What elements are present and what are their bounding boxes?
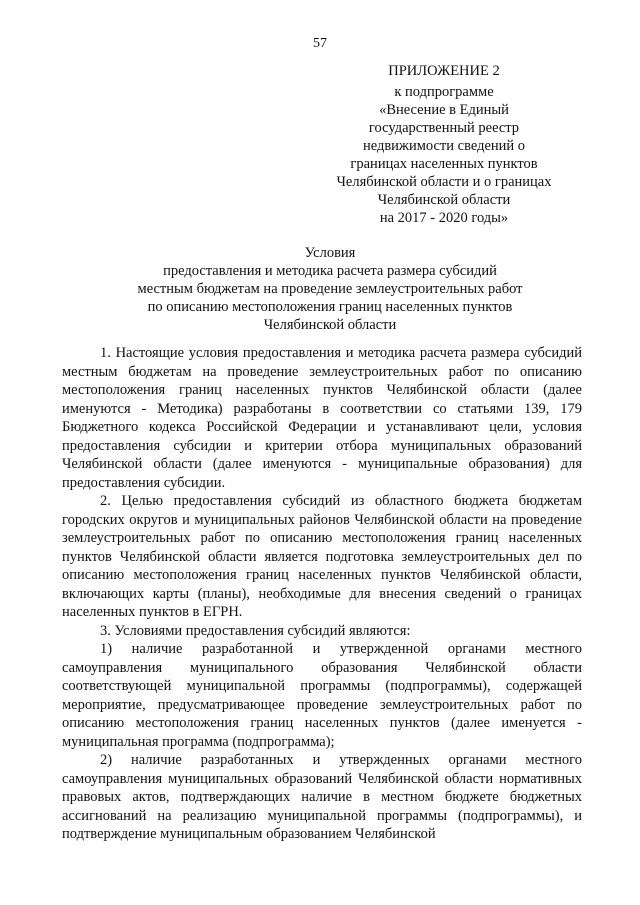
appendix-line: Челябинской области	[377, 192, 511, 208]
paragraph: 2) наличие разработанных и утвержденных органами местного самоуправления муниципальных образований Челябинской области нормативных правовых актов, подтверждающих наличие в местном бюджете бюджетных ассигнований на реализацию муниципальной программы (подпрограммы), и подтверждение муниципальным образованием Челябинской	[62, 752, 582, 842]
heading-line: местным бюджетам на проведение землеустроительных работ	[137, 281, 523, 297]
appendix-line: границах населенных пунктов	[350, 156, 538, 172]
appendix-line: на 2017 - 2020 годы»	[379, 210, 509, 226]
appendix-title: ПРИЛОЖЕНИЕ 2	[388, 63, 500, 79]
appendix-block	[326, 62, 562, 227]
document-body	[62, 344, 582, 844]
heading-line: Условия	[304, 245, 356, 261]
appendix-line: Челябинской области и о границах	[336, 174, 552, 190]
page-number: 57	[313, 36, 327, 51]
appendix-line: государственный реестр	[368, 120, 520, 136]
paragraph: 1. Настоящие условия предоставления и методика расчета размера субсидий местным бюджетам на проведение землеустроительных работ по описанию местоположения границ населенных пунктов Челябинской области (далее именуются - Методика) разработаны в соответствии со статьями 139, 179 Бюджетного кодекса Российской Федерации и устанавливают цели, условия предоставления субсидии и критерии отбора муниципальных образований Челябинской области (далее именуются - муниципальные образования) для предоставления субсидии.	[62, 345, 582, 491]
appendix-line: «Внесение в Единый	[379, 102, 509, 118]
paragraph: 1) наличие разработанной и утвержденной органами местного самоуправления муниципального образования Челябинской области соответствующей муниципальной программы (подпрограммы), содержащей мероприятие, предусматривающее проведение землеустроительных работ по описанию местоположения границ населенных пунктов (далее именуется - муниципальная программа (подпрограмма);	[62, 641, 582, 750]
appendix-line: недвижимости сведений о	[362, 138, 526, 154]
heading-line: по описанию местоположения границ населенных пунктов	[147, 299, 513, 315]
heading-line: предоставления и методика расчета размера субсидий	[163, 263, 497, 279]
paragraph: 2. Целью предоставления субсидий из областного бюджета бюджетам городских округов и муниципальных районов Челябинской области на проведение землеустроительных работ по описанию местоположения границ населенных пунктов Челябинской области является подготовка землеустроительных дел по описанию местоположения границ населенных пунктов Челябинской области, включающих карты (планы), необходимые для внесения сведений о границах населенных пунктов в ЕГРН.	[62, 493, 582, 620]
document-heading	[80, 244, 580, 334]
paragraph: 3. Условиями предоставления субсидий являются:	[100, 622, 411, 639]
heading-line: Челябинской области	[263, 317, 397, 333]
appendix-line: к подпрограмме	[394, 84, 494, 100]
